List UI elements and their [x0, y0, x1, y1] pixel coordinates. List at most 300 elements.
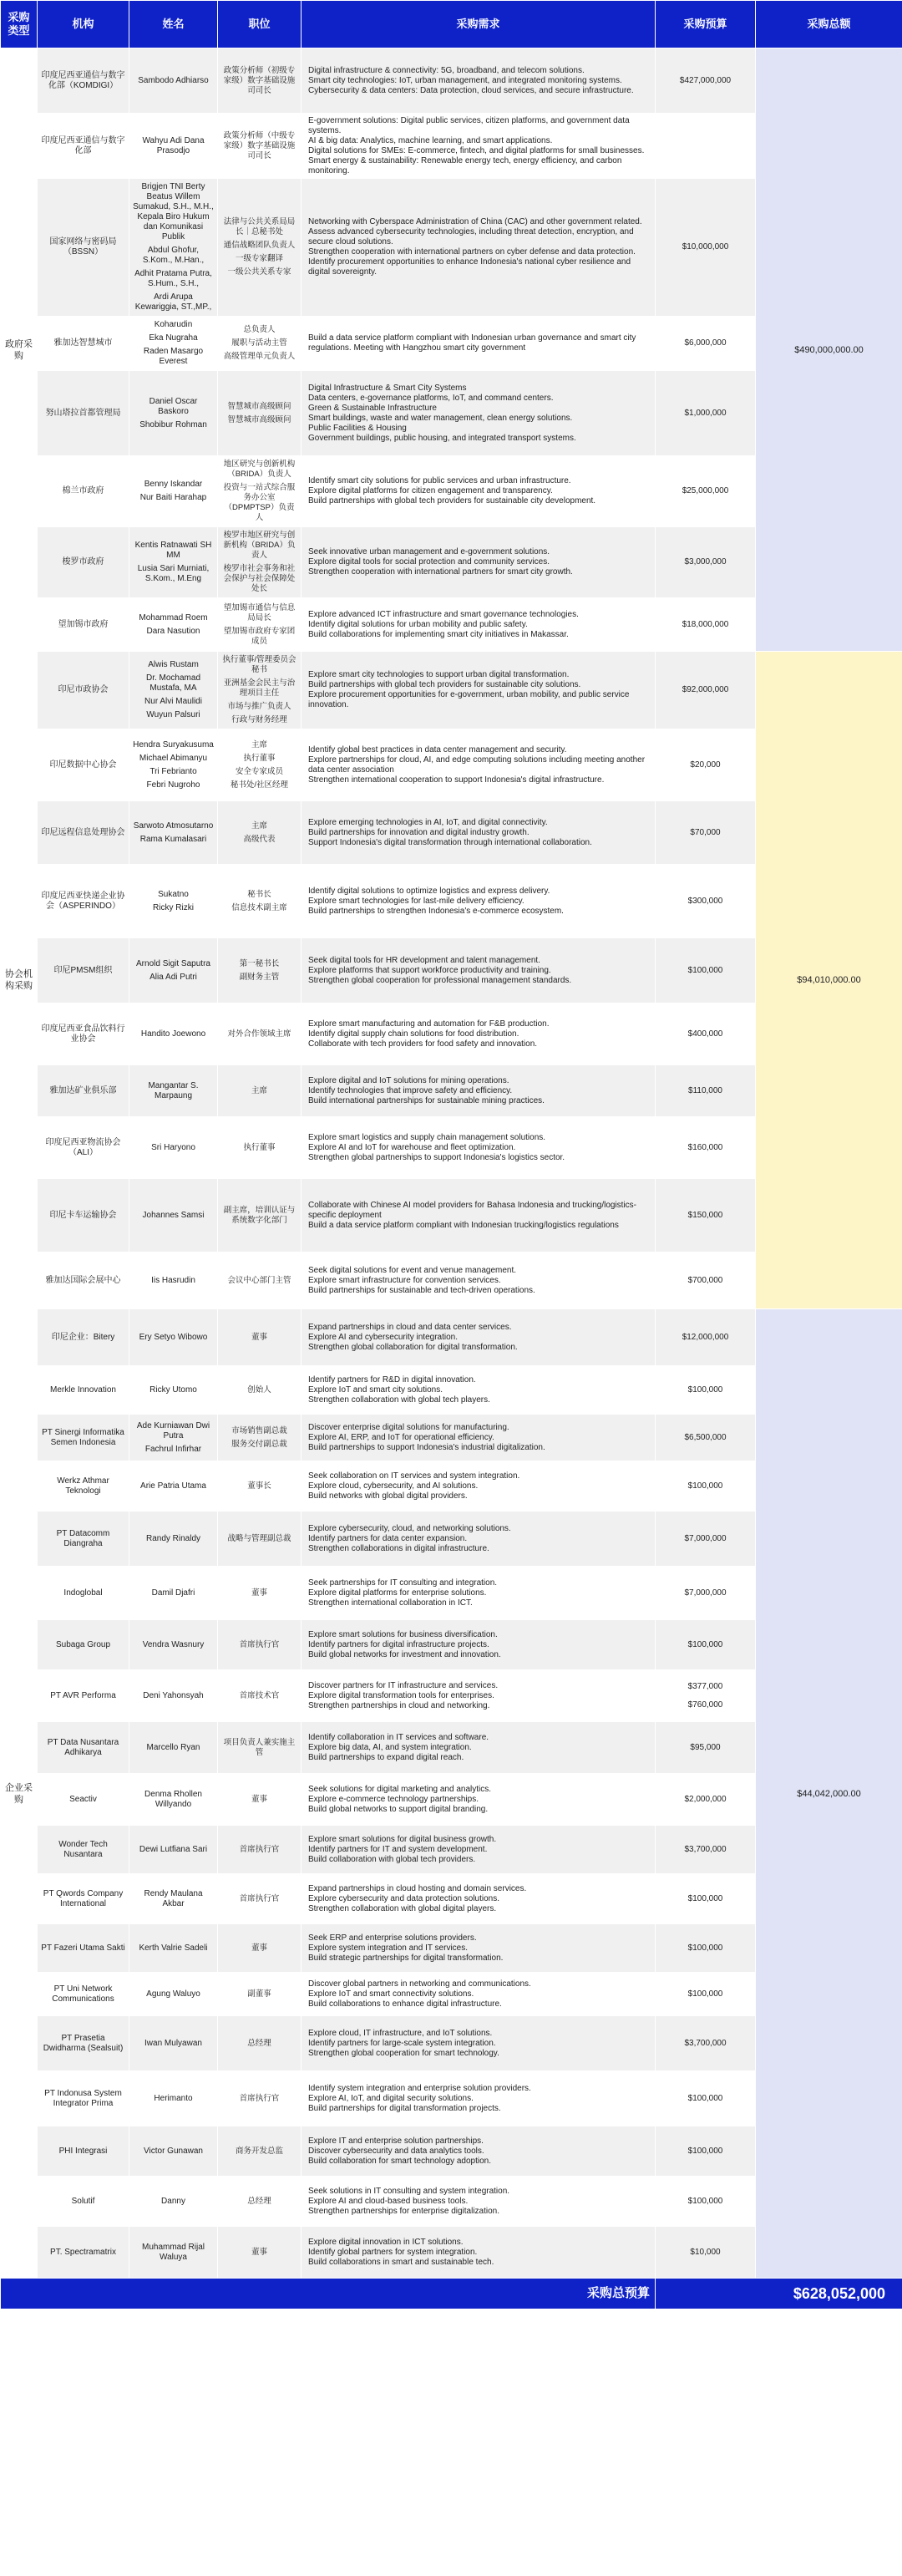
position-title: 服务交付副总裁: [231, 1439, 287, 1449]
demand-line: Seek solutions for digital marketing and analytics.: [308, 1784, 492, 1794]
name-cell: [129, 1461, 218, 1512]
person-name: Michael Abimanyu: [139, 753, 208, 763]
name-cell: [129, 1252, 218, 1309]
budget-value: $10,000,000: [682, 242, 729, 252]
person-name: Kentis Ratnawati SH MM: [134, 541, 212, 560]
person-name: Deni Yahonsyah: [143, 1690, 204, 1700]
demand-cell: [302, 801, 656, 865]
demand-line: Explore digital innovation in ICT solutions.: [308, 2237, 464, 2247]
position-cell: [218, 1415, 302, 1461]
demand-cell: [302, 317, 656, 371]
demand-cell: [302, 729, 656, 801]
footer-total-value: $628,052,000: [656, 2279, 902, 2309]
demand-cell: [302, 2071, 656, 2126]
position-cell: [218, 598, 302, 652]
demand-line: Build networks with global digital providers.: [308, 1491, 468, 1501]
position-cell: [218, 1512, 302, 1567]
position-title: 副财务主管: [239, 972, 280, 982]
org-cell: Wonder Tech Nusantara: [38, 1826, 129, 1874]
org-cell: PT. Spectramatrix: [38, 2227, 129, 2279]
position-title: 会议中心部门主管: [227, 1275, 291, 1285]
person-name: Benny Iskandar: [144, 480, 203, 489]
demand-line: Explore smart solutions for digital business growth.: [308, 1834, 497, 1844]
org-cell: 印尼卡车运输协会: [38, 1179, 129, 1252]
demand-cell: [302, 598, 656, 652]
demand-line: Identify digital supply chain solutions for food distribution.: [308, 1029, 519, 1039]
name-cell: [129, 317, 218, 371]
person-name: Danny: [161, 2196, 185, 2206]
demand-line: Build partnerships to strengthen Indonesia's e-commerce ecosystem.: [308, 906, 564, 916]
name-cell: [129, 2177, 218, 2227]
demand-line: Identify collaboration in IT services and software.: [308, 1732, 489, 1742]
position-cell: [218, 865, 302, 938]
person-name: Victor Gunawan: [144, 2146, 203, 2156]
position-title: 望加锡市通信与信息局局长: [223, 602, 296, 622]
position-cell: [218, 1620, 302, 1670]
table-row: [1, 1309, 902, 1366]
demand-line: Build collaboration for smart technology adoption.: [308, 2156, 492, 2166]
person-name: Dr. Mochamad Mustafa, MA: [145, 673, 201, 693]
demand-line: Discover cybersecurity and data analytics tools.: [308, 2146, 484, 2156]
budget-value: $160,000: [687, 1142, 723, 1152]
demand-line: Explore platforms that support workforce productivity and training.: [308, 965, 551, 975]
budget-cell: [656, 2016, 756, 2071]
position-cell: [218, 1252, 302, 1309]
org-cell: 雅加达国际会展中心: [38, 1252, 129, 1309]
person-name: Ery Setyo Wibowo: [139, 1332, 208, 1342]
org-cell: 印度尼西亚物流协会（ALI）: [38, 1117, 129, 1179]
position-title: 政策分析师（初级专家级）数字基础设施司司长: [223, 65, 296, 95]
budget-cell: [656, 1252, 756, 1309]
demand-cell: [302, 1512, 656, 1567]
position-title: 履职与活动主管: [231, 338, 287, 348]
demand-line: Strengthen international collaboration in ICT.: [308, 1598, 473, 1608]
demand-cell: [302, 1003, 656, 1065]
name-cell: [129, 1567, 218, 1620]
org-cell: PT Sinergi Informatika Semen Indonesia: [38, 1415, 129, 1461]
org-cell: 印尼远程信息处理协会: [38, 801, 129, 865]
demand-line: Discover partners for IT infrastructure and services.: [308, 1680, 499, 1690]
org-cell: 印尼市政协会: [38, 652, 129, 729]
name-cell: [129, 114, 218, 179]
demand-line: Seek innovative urban management and e-government solutions.: [308, 547, 550, 556]
demand-line: Explore system integration and IT services.: [308, 1943, 469, 1953]
demand-line: Identify smart city solutions for public services and urban infrastructure.: [308, 476, 571, 485]
org-cell: 印尼数据中心协会: [38, 729, 129, 801]
demand-line: Explore IoT and smart connectivity solutions.: [308, 1989, 474, 1999]
org-cell: 印尼PMSM组织: [38, 938, 129, 1003]
position-cell: [218, 114, 302, 179]
person-name: Johannes Samsi: [142, 1210, 205, 1220]
budget-cell: [656, 1973, 756, 2016]
demand-line: Build a data service platform compliant with Indonesian trucking/logistics regulations: [308, 1220, 619, 1230]
budget-cell: [656, 1117, 756, 1179]
demand-line: Strengthen global cooperation for smart technology.: [308, 2048, 499, 2058]
demand-line: Explore advanced ICT infrastructure and smart governance technologies.: [308, 609, 579, 619]
demand-line: Green & Sustainable Infrastructure: [308, 403, 437, 413]
demand-line: Build a data service platform compliant with Indonesian urban governance and smart city regulations. Meeting with Hangzhou smart city government: [308, 333, 636, 353]
position-title: 副主席，培训认证与系统数字化部门: [223, 1205, 296, 1225]
position-title: 总负责人: [243, 325, 276, 334]
person-name: Raden Masargo Everest: [143, 347, 204, 366]
name-cell: [129, 865, 218, 938]
demand-line: Explore digital transformation tools for enterprises.: [308, 1690, 494, 1700]
position-title: 高级代表: [243, 834, 276, 844]
demand-line: Identify partners for R&D in digital innovation.: [308, 1374, 476, 1385]
budget-cell: [656, 1826, 756, 1874]
demand-line: Identify partners for large-scale system integration.: [308, 2038, 496, 2048]
budget-value: $100,000: [687, 1639, 723, 1649]
org-cell: 望加锡市政府: [38, 598, 129, 652]
person-name: Daniel Oscar Baskoro: [149, 396, 198, 416]
org-cell: Werkz Athmar Teknologi: [38, 1461, 129, 1512]
position-title: 战略与管理副总裁: [227, 1533, 291, 1543]
name-cell: [129, 1924, 218, 1973]
position-title: 梭罗市地区研究与创新机构（BRIDA）负责人: [223, 531, 296, 560]
demand-line: Identify partners for digital infrastructure projects.: [308, 1639, 489, 1649]
demand-cell: [302, 1179, 656, 1252]
demand-line: Explore AI and cloud-based business tools.: [308, 2196, 469, 2206]
person-name: Agung Waluyo: [146, 1989, 200, 1999]
budget-cell: [656, 179, 756, 317]
position-cell: [218, 456, 302, 527]
org-cell: PT Indonusa System Integrator Prima: [38, 2071, 129, 2126]
demand-cell: [302, 456, 656, 527]
budget-cell: [656, 1415, 756, 1461]
demand-cell: [302, 1309, 656, 1366]
position-title: 市场与推广负责人: [227, 702, 291, 711]
group-total-cell: $490,000,000.00: [756, 48, 902, 652]
person-name: Sarwoto Atmosutarno: [133, 821, 214, 831]
person-name: Alwis Rustam: [148, 660, 199, 669]
position-cell: [218, 2016, 302, 2071]
position-title: 执行董事: [243, 753, 276, 763]
org-cell: 印度尼西亚通信与数字化部（KOMDIGI）: [38, 48, 129, 114]
position-title: 梭罗市社会事务和社会保护与社会保障处处长: [223, 564, 296, 593]
demand-line: Collaborate with Chinese AI model providers for Bahasa Indonesia and trucking/logistics-specific deployment: [308, 1200, 636, 1220]
demand-line: Explore smart solutions for business diversification.: [308, 1629, 498, 1639]
position-title: 董事: [251, 2247, 267, 2257]
demand-line: Build global networks for investment and innovation.: [308, 1649, 501, 1659]
budget-cell: [656, 1620, 756, 1670]
demand-line: Government buildings, public housing, and integrated transport systems.: [308, 433, 576, 443]
budget-cell: [656, 527, 756, 598]
person-name: Rama Kumalasari: [139, 834, 207, 844]
demand-line: Strengthen collaboration with global digital players.: [308, 1903, 497, 1913]
demand-line: Explore emerging technologies in AI, IoT, and digital connectivity.: [308, 817, 548, 827]
demand-line: Digital Infrastructure & Smart City Systems: [308, 383, 467, 393]
demand-line: Discover global partners in networking and communications.: [308, 1979, 531, 1989]
position-cell: [218, 1179, 302, 1252]
org-cell: PT Data Nusantara Adhikarya: [38, 1722, 129, 1774]
budget-cell: [656, 1309, 756, 1366]
position-title: 一级公共关系专家: [227, 267, 291, 277]
demand-line: Strengthen partnerships in cloud and networking.: [308, 1700, 490, 1710]
demand-line: Explore digital platforms for enterprise solutions.: [308, 1588, 487, 1598]
position-title: 首席执行官: [239, 1639, 280, 1649]
position-cell: [218, 179, 302, 317]
budget-cell: [656, 598, 756, 652]
name-cell: [129, 938, 218, 1003]
position-title: 董事: [251, 1794, 267, 1804]
budget-cell: [656, 801, 756, 865]
budget-value: $427,000,000: [679, 75, 732, 85]
name-cell: [129, 801, 218, 865]
budget-value: $6,500,000: [684, 1432, 727, 1442]
demand-line: Seek ERP and enterprise solutions providers.: [308, 1933, 477, 1943]
group-total-cell: $94,010,000.00: [756, 652, 902, 1309]
org-cell: 雅加达矿业俱乐部: [38, 1065, 129, 1117]
demand-cell: [302, 1065, 656, 1117]
budget-cell: [656, 865, 756, 938]
budget-value: $7,000,000: [684, 1588, 727, 1598]
demand-cell: [302, 1415, 656, 1461]
person-name: Arie Patria Utama: [140, 1481, 206, 1491]
person-name: Brigjen TNI Berty Beatus Willem Sumakud, S.H., M.H., Kepala Biro Hukum dan Komunikasi Publik: [133, 182, 214, 241]
position-title: 智慧城市高级顾问: [227, 401, 291, 411]
category-cell: 政府采购: [1, 48, 38, 652]
position-title: 通信战略团队负责人: [223, 241, 296, 250]
budget-value: $18,000,000: [682, 619, 729, 629]
person-name: Ade Kurniawan Dwi Putra: [136, 1420, 210, 1440]
person-name: Rendy Maulana Akbar: [144, 1888, 203, 1908]
name-cell: [129, 1620, 218, 1670]
demand-line: Data centers, e-governance platforms, IoT, and command centers.: [308, 393, 554, 403]
position-cell: [218, 1309, 302, 1366]
budget-value: $95,000: [690, 1742, 721, 1752]
budget-value: $700,000: [687, 1275, 723, 1285]
position-cell: [218, 2126, 302, 2177]
demand-line: Explore e-commerce technology partnerships.: [308, 1794, 479, 1804]
position-cell: [218, 1924, 302, 1973]
demand-line: Discover enterprise digital solutions for manufacturing.: [308, 1422, 509, 1432]
name-cell: [129, 1117, 218, 1179]
group-total-cell: $44,042,000.00: [756, 1309, 902, 2279]
position-cell: [218, 652, 302, 729]
demand-line: Digital solutions for SMEs: E-commerce, fintech, and digital platforms for small businesses.: [308, 145, 645, 155]
name-cell: [129, 598, 218, 652]
name-cell: [129, 456, 218, 527]
demand-cell: [302, 1620, 656, 1670]
table-row: [1, 652, 902, 729]
budget-cell: [656, 2071, 756, 2126]
budget-cell: [656, 729, 756, 801]
demand-line: Explore AI, IoT, and digital security solutions.: [308, 2093, 474, 2103]
budget-cell: [656, 1065, 756, 1117]
position-cell: [218, 1461, 302, 1512]
budget-cell: [656, 1722, 756, 1774]
person-name: Dewi Lutfiana Sari: [139, 1844, 208, 1854]
name-cell: [129, 2071, 218, 2126]
demand-line: Smart energy & sustainability: Renewable energy tech, energy efficiency, and carbon monitoring.: [308, 155, 622, 175]
position-title: 对外合作领域主席: [227, 1029, 291, 1039]
name-cell: [129, 652, 218, 729]
demand-cell: [302, 527, 656, 598]
budget-value: $300,000: [687, 896, 723, 906]
person-name: Ardi Arupa Kewariggia, ST.,MP.,: [134, 292, 212, 312]
position-title: 董事: [251, 1943, 267, 1953]
position-title: 商务开发总监: [235, 2146, 283, 2156]
demand-cell: [302, 2016, 656, 2071]
position-title: 董事长: [247, 1481, 271, 1491]
position-cell: [218, 801, 302, 865]
position-title: 董事: [251, 1332, 267, 1342]
demand-cell: [302, 1924, 656, 1973]
position-cell: [218, 2227, 302, 2279]
org-cell: 印度尼西亚快递企业协会（ASPERINDO）: [38, 865, 129, 938]
demand-line: Strengthen partnerships for enterprise digitalization.: [308, 2206, 500, 2216]
person-name: Koharudin: [154, 320, 193, 329]
position-title: 高级管理单元负责人: [223, 352, 296, 361]
position-title: 主席: [251, 821, 267, 831]
person-name: Sambodo Adhiarso: [138, 75, 209, 85]
demand-cell: [302, 114, 656, 179]
demand-line: Explore big data, AI, and system integration.: [308, 1742, 472, 1752]
name-cell: [129, 1366, 218, 1415]
demand-cell: [302, 1567, 656, 1620]
budget-cell: [656, 1670, 756, 1722]
name-cell: [129, 2016, 218, 2071]
demand-cell: [302, 1826, 656, 1874]
demand-line: Seek digital tools for HR development and talent management.: [308, 955, 540, 965]
demand-line: Identify technologies that improve safety and efficiency.: [308, 1085, 513, 1095]
org-cell: 印度尼西亚通信与数字化部: [38, 114, 129, 179]
header-category: 采购类型: [1, 1, 38, 48]
budget-cell: [656, 652, 756, 729]
demand-line: Explore IT and enterprise solution partnerships.: [308, 2136, 484, 2146]
table-row: [1, 48, 902, 114]
position-title: 一级专家翻译: [235, 254, 283, 263]
demand-line: Support Indonesia's digital transformation through international collaboration.: [308, 837, 592, 847]
demand-line: Explore cybersecurity and data protection solutions.: [308, 1893, 500, 1903]
org-cell: 棉兰市政府: [38, 456, 129, 527]
demand-line: Expand partnerships in cloud and data center services.: [308, 1322, 512, 1332]
budget-value: $1,000,000: [684, 408, 727, 418]
position-title: 第一秘书长: [239, 958, 280, 968]
budget-cell: [656, 1924, 756, 1973]
footer-row: [1, 2279, 902, 2309]
person-name: Herimanto: [154, 2093, 193, 2103]
demand-line: Build partnerships with global tech providers for sustainable city development.: [308, 496, 596, 506]
position-title: 首席执行官: [239, 1844, 280, 1854]
org-cell: 努山塔拉首都管理局: [38, 371, 129, 456]
header-demand: 采购需求: [302, 1, 656, 48]
demand-line: Build partnerships to expand digital reach.: [308, 1752, 464, 1762]
demand-cell: [302, 1874, 656, 1924]
demand-cell: [302, 1973, 656, 2016]
demand-line: Build collaborations for implementing smart city initiatives in Makassar.: [308, 629, 569, 639]
budget-value: $12,000,000: [682, 1332, 729, 1342]
table-body: [1, 48, 902, 2279]
person-name: Tri Febrianto: [149, 766, 197, 776]
org-cell: PT AVR Performa: [38, 1670, 129, 1722]
person-name: Sri Haryono: [151, 1142, 195, 1152]
demand-line: Seek collaboration on IT services and system integration.: [308, 1471, 520, 1481]
demand-line: Smart buildings, waste and water management, clean energy solutions.: [308, 413, 573, 423]
position-title: 总经理: [247, 2038, 271, 2048]
demand-line: Explore digital platforms for citizen engagement and transparency.: [308, 486, 553, 495]
name-cell: [129, 1309, 218, 1366]
demand-line: Networking with Cyberspace Administration of China (CAC) and other government related. Assess advanced cybersecurity technologies, including threat detection, encryption, and secure cloud solutions.: [308, 217, 642, 246]
demand-line: Build collaboration with global tech providers.: [308, 1854, 476, 1864]
demand-cell: [302, 1461, 656, 1512]
position-title: 总经理: [247, 2196, 271, 2206]
category-cell: 协会机构采购: [1, 652, 38, 1309]
demand-line: Strengthen collaborations in digital infrastructure.: [308, 1543, 489, 1553]
position-cell: [218, 1117, 302, 1179]
person-name: Abdul Ghofur, S.Kom., M.Han.,: [142, 246, 205, 265]
person-name: Mangantar S. Marpaung: [148, 1080, 199, 1100]
person-name: Denma Rhollen Willyando: [144, 1789, 202, 1809]
demand-line: Identify system integration and enterprise solution providers.: [308, 2083, 531, 2093]
name-cell: [129, 1874, 218, 1924]
budget-value: $150,000: [687, 1210, 723, 1220]
position-cell: [218, 2071, 302, 2126]
position-title: 首席执行官: [239, 2093, 280, 2103]
position-cell: [218, 371, 302, 456]
demand-line: Explore IoT and smart city solutions.: [308, 1385, 443, 1395]
budget-cell: [656, 1567, 756, 1620]
person-name: Iis Hasrudin: [151, 1275, 195, 1285]
position-title: 投资与一站式综合服务办公室（DPMPTSP）负责人: [223, 483, 296, 522]
org-cell: PHI Integrasi: [38, 2126, 129, 2177]
budget-value: $2,000,000: [684, 1794, 727, 1804]
budget-cell: [656, 1461, 756, 1512]
name-cell: [129, 1179, 218, 1252]
org-cell: Subaga Group: [38, 1620, 129, 1670]
budget-value: $7,000,000: [684, 1533, 727, 1543]
person-name: Kerth Valrie Sadeli: [139, 1943, 208, 1953]
budget-value: $100,000: [687, 2093, 723, 2103]
person-name: Fachrul Infirhar: [144, 1444, 202, 1454]
position-cell: [218, 729, 302, 801]
person-name: Adhit Pratama Putra, S.Hum., S.H.,: [134, 269, 212, 288]
demand-line: Public Facilities & Housing: [308, 423, 407, 433]
demand-cell: [302, 1774, 656, 1826]
position-title: 望加锡市政府专家团成员: [223, 626, 296, 646]
name-cell: [129, 1065, 218, 1117]
person-name: Wuyun Palsuri: [146, 710, 200, 719]
org-cell: Seactiv: [38, 1774, 129, 1826]
budget-value: $20,000: [690, 760, 721, 770]
position-cell: [218, 527, 302, 598]
demand-line: Build partnerships for innovation and digital industry growth.: [308, 827, 530, 837]
name-cell: [129, 1415, 218, 1461]
position-title: 主席: [251, 739, 267, 749]
demand-cell: [302, 1252, 656, 1309]
budget-cell: [656, 2126, 756, 2177]
demand-line: Strengthen cooperation with international partners on cyber defense and data protection.: [308, 247, 636, 257]
budget-cell: [656, 1003, 756, 1065]
demand-line: Build partnerships with global tech providers for sustainable city solutions.: [308, 680, 581, 689]
person-name: Arnold Sigit Saputra: [136, 958, 210, 968]
demand-line: Expand partnerships in cloud hosting and domain services.: [308, 1883, 527, 1893]
position-title: 主席: [251, 1085, 267, 1095]
budget-value: $3,700,000: [684, 2038, 727, 2048]
demand-line: Identify procurement opportunities to enhance Indonesia's national cyber resilience and digital sovereignty.: [308, 257, 631, 277]
demand-line: Explore smart technologies for last-mile delivery efficiency.: [308, 896, 524, 906]
header-row: [1, 1, 902, 48]
person-name: Ricky Utomo: [149, 1385, 197, 1395]
org-cell: PT Qwords Company International: [38, 1874, 129, 1924]
position-title: 政策分析师（中级专家级）数字基础设施司司长: [223, 130, 296, 160]
demand-line: Build partnerships for digital transformation projects.: [308, 2103, 501, 2113]
budget-value: $400,000: [687, 1029, 723, 1039]
position-cell: [218, 1826, 302, 1874]
person-name: Damil Djafri: [151, 1588, 195, 1598]
demand-line: Explore partnerships for cloud, AI, and edge computing solutions including meeting another data center association: [308, 755, 646, 775]
org-cell: Indoglobal: [38, 1567, 129, 1620]
